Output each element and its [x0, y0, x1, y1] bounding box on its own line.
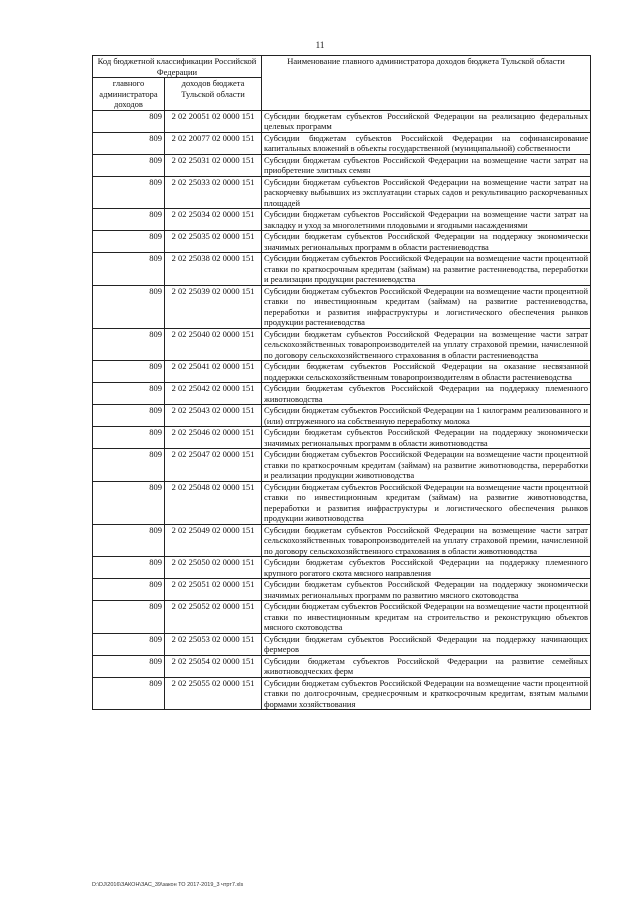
- table-row: [93, 361, 591, 383]
- income-name-cell: Субсидии бюджетам субъектов Российской Федерации на возмещение части процентной ставки по долгосрочным, среднесрочным и краткосрочным кредитам, взятым малыми формами хозяйствования: [262, 677, 591, 710]
- income-code-cell: 2 02 20077 02 0000 151: [165, 132, 262, 154]
- income-name-cell: Субсидии бюджетам субъектов Российской Федерации на возмещение части затрат на раскорчевку выбывших из эксплуатации старых садов и рекультивацию раскорчеванных площадей: [262, 176, 591, 209]
- admin-code-cell: 809: [93, 176, 165, 209]
- table-row: [93, 231, 591, 253]
- table-body: [93, 110, 591, 710]
- table-row: [93, 524, 591, 557]
- income-name-cell: Субсидии бюджетам субъектов Российской Федерации на поддержку племенного животноводства: [262, 383, 591, 405]
- income-code-cell: 2 02 25043 02 0000 151: [165, 405, 262, 427]
- income-code-cell: 2 02 25038 02 0000 151: [165, 253, 262, 286]
- income-code-cell: 2 02 25048 02 0000 151: [165, 481, 262, 524]
- admin-code-cell: 809: [93, 405, 165, 427]
- table-row: [93, 655, 591, 677]
- income-code-cell: 2 02 25040 02 0000 151: [165, 328, 262, 361]
- admin-code-cell: 809: [93, 154, 165, 176]
- admin-code-cell: 809: [93, 285, 165, 328]
- income-code-cell: 2 02 25041 02 0000 151: [165, 361, 262, 383]
- income-name-cell: Субсидии бюджетам субъектов Российской Федерации на возмещение части затрат на приобретение элитных семян: [262, 154, 591, 176]
- admin-code-cell: 809: [93, 328, 165, 361]
- income-code-cell: 2 02 25033 02 0000 151: [165, 176, 262, 209]
- income-code-cell: 2 02 25050 02 0000 151: [165, 557, 262, 579]
- income-name-cell: Субсидии бюджетам субъектов Российской Федерации на оказание несвязанной поддержки сельскохозяйственным товаропроизводителям в области растениеводства: [262, 361, 591, 383]
- admin-code-cell: 809: [93, 361, 165, 383]
- table-row: [93, 601, 591, 634]
- table-row: [93, 285, 591, 328]
- income-code-cell: 2 02 25047 02 0000 151: [165, 449, 262, 482]
- table-row: [93, 132, 591, 154]
- admin-code-cell: 809: [93, 110, 165, 132]
- income-name-cell: Субсидии бюджетам субъектов Российской Федерации на поддержку экономически значимых региональных программ в области животноводства: [262, 427, 591, 449]
- income-name-cell: Субсидии бюджетам субъектов Российской Федерации на возмещение части процентной ставки по краткосрочным кредитам (займам) на развитие животноводства, переработки и реализации продукции животноводства: [262, 449, 591, 482]
- income-name-cell: Субсидии бюджетам субъектов Российской Федерации на возмещение части процентной ставки по инвестиционным кредитам (займам) на развитие животноводства, переработки и развития инфраструктуры и логистического обеспечения рынков продукции животноводства: [262, 481, 591, 524]
- header-budget-income: доходов бюджета Тульской области: [165, 78, 262, 111]
- header-main-administrator: главного администратора доходов: [93, 78, 165, 111]
- admin-code-cell: 809: [93, 231, 165, 253]
- admin-code-cell: 809: [93, 524, 165, 557]
- income-code-cell: 2 02 25049 02 0000 151: [165, 524, 262, 557]
- admin-code-cell: 809: [93, 481, 165, 524]
- table-row: [93, 579, 591, 601]
- admin-code-cell: 809: [93, 132, 165, 154]
- income-name-cell: Субсидии бюджетам субъектов Российской Федерации на возмещение части затрат сельскохозяйственных товаропроизводителей на уплату страховой премии, начисленной по договору сельскохозяйственного страхования в области растениеводства: [262, 328, 591, 361]
- income-name-cell: Субсидии бюджетам субъектов Российской Федерации на возмещение части процентной ставки по инвестиционным кредитам (займам) на развитие растениеводства, переработки и развития инфраструктуры и логистического обеспечения рынков продукции растениеводства: [262, 285, 591, 328]
- income-name-cell: Субсидии бюджетам субъектов Российской Федерации на поддержку начинающих фермеров: [262, 633, 591, 655]
- admin-code-cell: 809: [93, 655, 165, 677]
- income-name-cell: Субсидии бюджетам субъектов Российской Федерации на возмещение части процентной ставки по краткосрочным кредитам (займам) на развитие растениеводства, переработки и реализации продукции растениеводства: [262, 253, 591, 286]
- table-row: [93, 154, 591, 176]
- budget-classification-table: [92, 55, 591, 710]
- income-name-cell: Субсидии бюджетам субъектов Российской Федерации на возмещение части затрат сельскохозяйственных товаропроизводителей на уплату страховой премии, начисленной по договору сельскохозяйственного страхования в области животноводства: [262, 524, 591, 557]
- header-administrator-name: Наименование главного администратора доходов бюджета Тульской области: [262, 56, 591, 111]
- income-name-cell: Субсидии бюджетам субъектов Российской Федерации на развитие семейных животноводческих ферм: [262, 655, 591, 677]
- income-code-cell: 2 02 25042 02 0000 151: [165, 383, 262, 405]
- table-row: [93, 677, 591, 710]
- income-name-cell: Субсидии бюджетам субъектов Российской Федерации на 1 килограмм реализованного и (или) отгруженного на собственную переработку молока: [262, 405, 591, 427]
- table-row: [93, 405, 591, 427]
- table-row: [93, 633, 591, 655]
- income-code-cell: 2 02 25055 02 0000 151: [165, 677, 262, 710]
- table-row: [93, 328, 591, 361]
- table-row: [93, 209, 591, 231]
- income-code-cell: 2 02 25053 02 0000 151: [165, 633, 262, 655]
- income-name-cell: Субсидии бюджетам субъектов Российской Федерации на поддержку племенного крупного рогатого скота мясного направления: [262, 557, 591, 579]
- table-row: [93, 253, 591, 286]
- income-code-cell: 2 02 25034 02 0000 151: [165, 209, 262, 231]
- admin-code-cell: 809: [93, 209, 165, 231]
- table-row: [93, 557, 591, 579]
- admin-code-cell: 809: [93, 557, 165, 579]
- income-name-cell: Субсидии бюджетам субъектов Российской Федерации на поддержку экономически значимых региональных программ в области растениеводства: [262, 231, 591, 253]
- admin-code-cell: 809: [93, 601, 165, 634]
- table-row: [93, 427, 591, 449]
- admin-code-cell: 809: [93, 253, 165, 286]
- table-row: [93, 481, 591, 524]
- income-name-cell: Субсидии бюджетам субъектов Российской Федерации на софинансирование капитальных вложений в объекты государственной (муниципальной) собственности: [262, 132, 591, 154]
- income-name-cell: Субсидии бюджетам субъектов Российской Федерации на реализацию федеральных целевых программ: [262, 110, 591, 132]
- file-path-footer: D:\DJ\2016\ЗАКОН\ЗАС_39\закон ТО 2017-2019_3 чтрт7.xls: [92, 882, 244, 888]
- admin-code-cell: 809: [93, 633, 165, 655]
- income-code-cell: 2 02 25054 02 0000 151: [165, 655, 262, 677]
- income-name-cell: Субсидии бюджетам субъектов Российской Федерации на поддержку экономически значимых региональных программ по развитию мясного скотоводства: [262, 579, 591, 601]
- header-classification-code: Код бюджетной классификации Российской Федерации: [93, 56, 262, 78]
- income-code-cell: 2 02 25039 02 0000 151: [165, 285, 262, 328]
- income-code-cell: 2 02 20051 02 0000 151: [165, 110, 262, 132]
- income-code-cell: 2 02 25031 02 0000 151: [165, 154, 262, 176]
- admin-code-cell: 809: [93, 449, 165, 482]
- admin-code-cell: 809: [93, 579, 165, 601]
- table-row: [93, 110, 591, 132]
- table-row: [93, 449, 591, 482]
- income-code-cell: 2 02 25046 02 0000 151: [165, 427, 262, 449]
- admin-code-cell: 809: [93, 383, 165, 405]
- table-row: [93, 176, 591, 209]
- income-code-cell: 2 02 25035 02 0000 151: [165, 231, 262, 253]
- page-number: 11: [315, 40, 325, 50]
- income-name-cell: Субсидии бюджетам субъектов Российской Федерации на возмещение части затрат на закладку и уход за многолетними плодовыми и ягодными насаждениями: [262, 209, 591, 231]
- admin-code-cell: 809: [93, 427, 165, 449]
- table-row: [93, 383, 591, 405]
- income-code-cell: 2 02 25051 02 0000 151: [165, 579, 262, 601]
- income-code-cell: 2 02 25052 02 0000 151: [165, 601, 262, 634]
- income-name-cell: Субсидии бюджетам субъектов Российской Федерации на возмещение части процентной ставки по инвестиционным кредитам на строительство и реконструкцию объектов мясного скотоводства: [262, 601, 591, 634]
- admin-code-cell: 809: [93, 677, 165, 710]
